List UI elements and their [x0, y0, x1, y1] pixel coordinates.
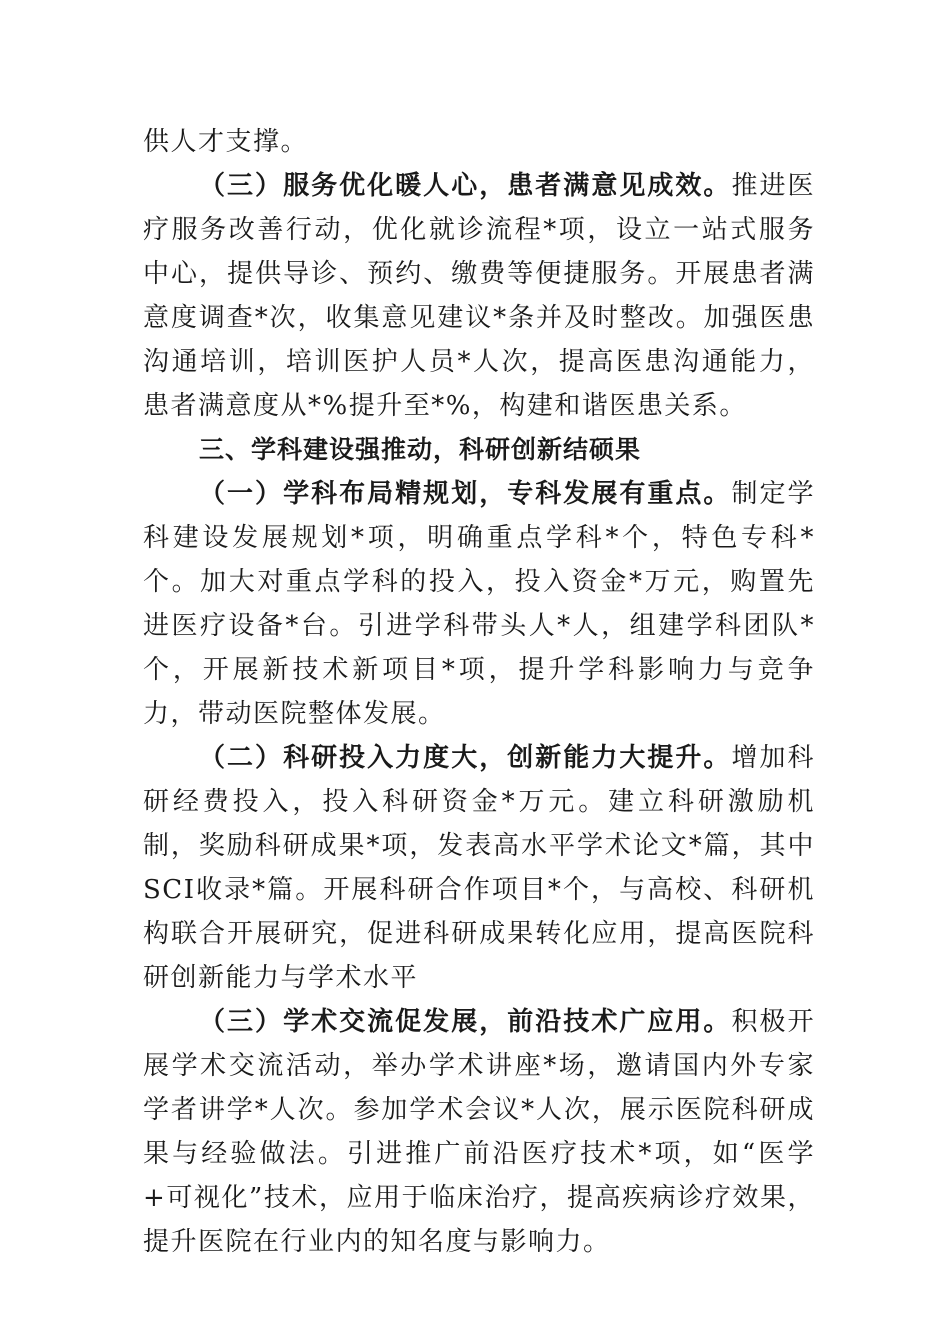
continuation-text: 供人才支撑。	[143, 127, 309, 157]
section3-item2-lead: （二）科研投入力度大，创新能力大提升。	[199, 743, 732, 773]
section3-heading: 三、学科建设强推动，科研创新结硕果	[199, 435, 642, 464]
section3-item3-body: 积极开展学术交流活动，举办学术讲座*场，邀请国内外专家学者讲学*人次。参加学术会议*人次，展示医院科研成果与经验做法。引进推广前沿医疗技术*项，如“医学+可视化”技术，应用于临床治疗，提高疾病诊疗效果，提升医院在行业内的知名度与影响力。	[143, 1007, 815, 1257]
section2-item3-body: 推进医疗服务改善行动，优化就诊流程*项，设立一站式服务中心，提供导诊、预约、缴费等便捷服务。开展患者满意度调查*次，收集意见建议*条并及时整改。加强医患沟通培训，培训医护人员*人次，提高医患沟通能力，患者满意度从*%提升至*%，构建和谐医患关系。	[143, 171, 815, 421]
section3-item3-paragraph	[143, 1000, 815, 1264]
section3-item2-paragraph	[143, 736, 815, 1000]
section3-item2-body: 增加科研经费投入，投入科研资金*万元。建立科研激励机制，奖励科研成果*项，发表高水平学术论文*篇，其中SCI收录*篇。开展科研合作项目*个，与高校、科研机构联合开展研究，促进科研成果转化应用，提高医院科研创新能力与学术水平	[143, 743, 815, 993]
section3-item1-body: 制定学科建设发展规划*项，明确重点学科*个，特色专科*个。加大对重点学科的投入，投入资金*万元，购置先进医疗设备*台。引进学科带头人*人，组建学科团队*个，开展新技术新项目*项，提升学科影响力与竞争力，带动医院整体发展。	[143, 479, 815, 729]
document-body	[143, 120, 815, 1264]
continuation-paragraph	[143, 120, 815, 164]
section3-item1-paragraph	[143, 472, 815, 736]
section3-item3-lead: （三）学术交流促发展，前沿技术广应用。	[199, 1007, 732, 1037]
section2-item3-lead: （三）服务优化暖人心，患者满意见成效。	[199, 171, 732, 201]
section3-item1-lead: （一）学科布局精规划，专科发展有重点。	[199, 479, 732, 509]
section2-item3-paragraph	[143, 164, 815, 428]
